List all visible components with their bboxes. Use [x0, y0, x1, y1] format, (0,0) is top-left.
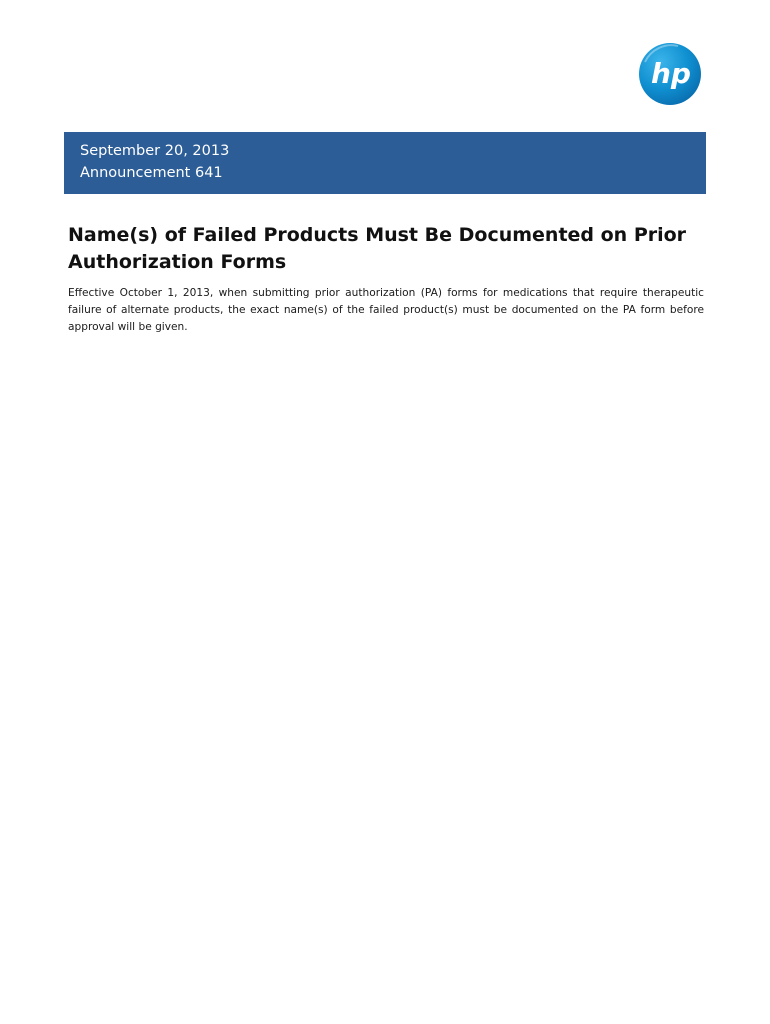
announcement-banner: [64, 132, 706, 194]
article-title: Name(s) of Failed Products Must Be Documented on Prior Authorization Forms: [68, 224, 687, 273]
hp-logo-icon: [638, 42, 702, 106]
article-body: Effective October 1, 2013, when submitting prior authorization (PA) forms for medications that require therapeutic failure of alternate products, the exact name(s) of the failed product(s) must be documented on the PA form before approval will be given.: [68, 287, 704, 333]
hp-logo-text: hp: [651, 57, 691, 90]
announcement-number: Announcement 641: [80, 165, 223, 181]
announcement-date: September 20, 2013: [80, 143, 230, 159]
